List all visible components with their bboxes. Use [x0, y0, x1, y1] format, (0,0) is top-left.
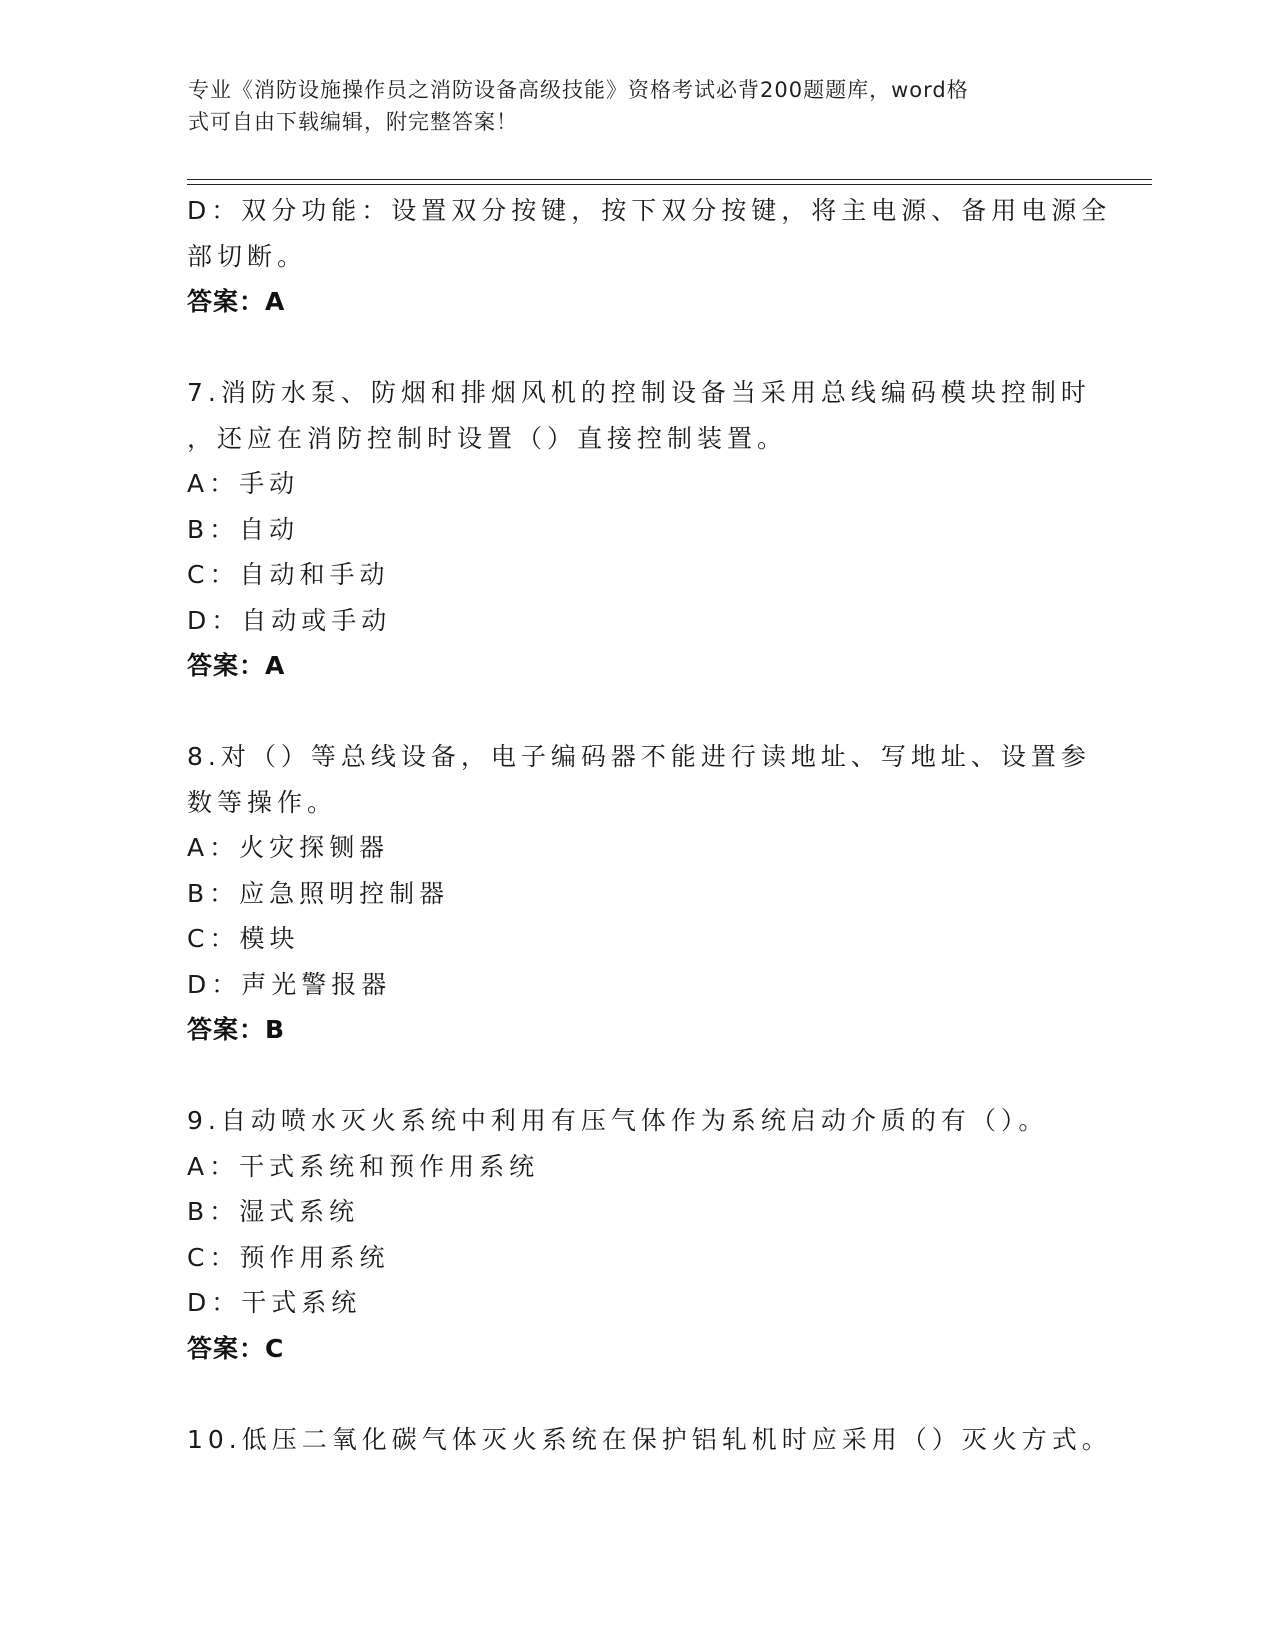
option-b: B：湿式系统 — [187, 1197, 360, 1226]
option-a: A：干式系统和预作用系统 — [187, 1151, 540, 1181]
option-d: D：干式系统 — [187, 1288, 362, 1317]
spacer — [187, 1371, 1087, 1417]
header-title-line-1: 专业《消防设施操作员之消防设备高级技能》资格考试必背200题题库，word格 — [188, 78, 969, 102]
option-c: C：模块 — [187, 924, 300, 953]
question-10 — [187, 1417, 1112, 1463]
question-list — [187, 188, 1112, 1462]
answer-line: 答案：B — [187, 1015, 286, 1044]
question-stem-line-1: 9.自动喷水灭火系统中利用有压气体作为系统启动介质的有（）。 — [187, 1106, 1049, 1135]
spacer — [187, 1053, 1087, 1099]
question-stem-line-1: 7.消防水泵、防烟和排烟风机的控制设备当采用总线编码模块控制时 — [187, 378, 1091, 407]
header-divider-top — [187, 179, 1152, 180]
answer-line: 答案：A — [187, 651, 286, 680]
option-d: D：声光警报器 — [187, 969, 392, 999]
question-9 — [187, 1098, 1087, 1371]
answer-line: 答案：C — [187, 1333, 285, 1363]
option-d: D：自动或手动 — [187, 605, 392, 635]
answer-line: 答案：A — [187, 287, 286, 316]
option-a: A：手动 — [187, 469, 300, 498]
question-7 — [187, 370, 1091, 689]
option-b: B：自动 — [187, 514, 300, 544]
header-title-line-2: 式可自由下载编辑，附完整答案！ — [188, 110, 518, 134]
option-a: A：火灾探铡器 — [187, 833, 390, 862]
spacer — [187, 325, 1087, 371]
question-stem-line-2: ，还应在消防控制时设置（）直接控制装置。 — [187, 423, 788, 453]
question-stem-line-1: 10.低压二氧化碳气体灭火系统在保护铝轧机时应采用（）灭火方式。 — [187, 1424, 1112, 1454]
option-b: B：应急照明控制器 — [187, 878, 450, 908]
option-c: C：自动和手动 — [187, 560, 390, 589]
question-6-tail — [187, 188, 1112, 325]
spacer — [187, 689, 1087, 735]
document-header — [188, 74, 1068, 138]
question-stem-line-1: 8.对（）等总线设备，电子编码器不能进行读地址、写地址、设置参 — [187, 742, 1091, 771]
header-divider-bottom — [187, 184, 1152, 185]
option-d-line-2: 部切断。 — [187, 241, 308, 271]
option-d-line-1: D：双分功能：设置双分按键，按下双分按键，将主电源、备用电源全 — [187, 196, 1112, 225]
option-c: C：预作用系统 — [187, 1242, 390, 1272]
question-8 — [187, 734, 1091, 1053]
question-stem-line-2: 数等操作。 — [187, 787, 338, 817]
